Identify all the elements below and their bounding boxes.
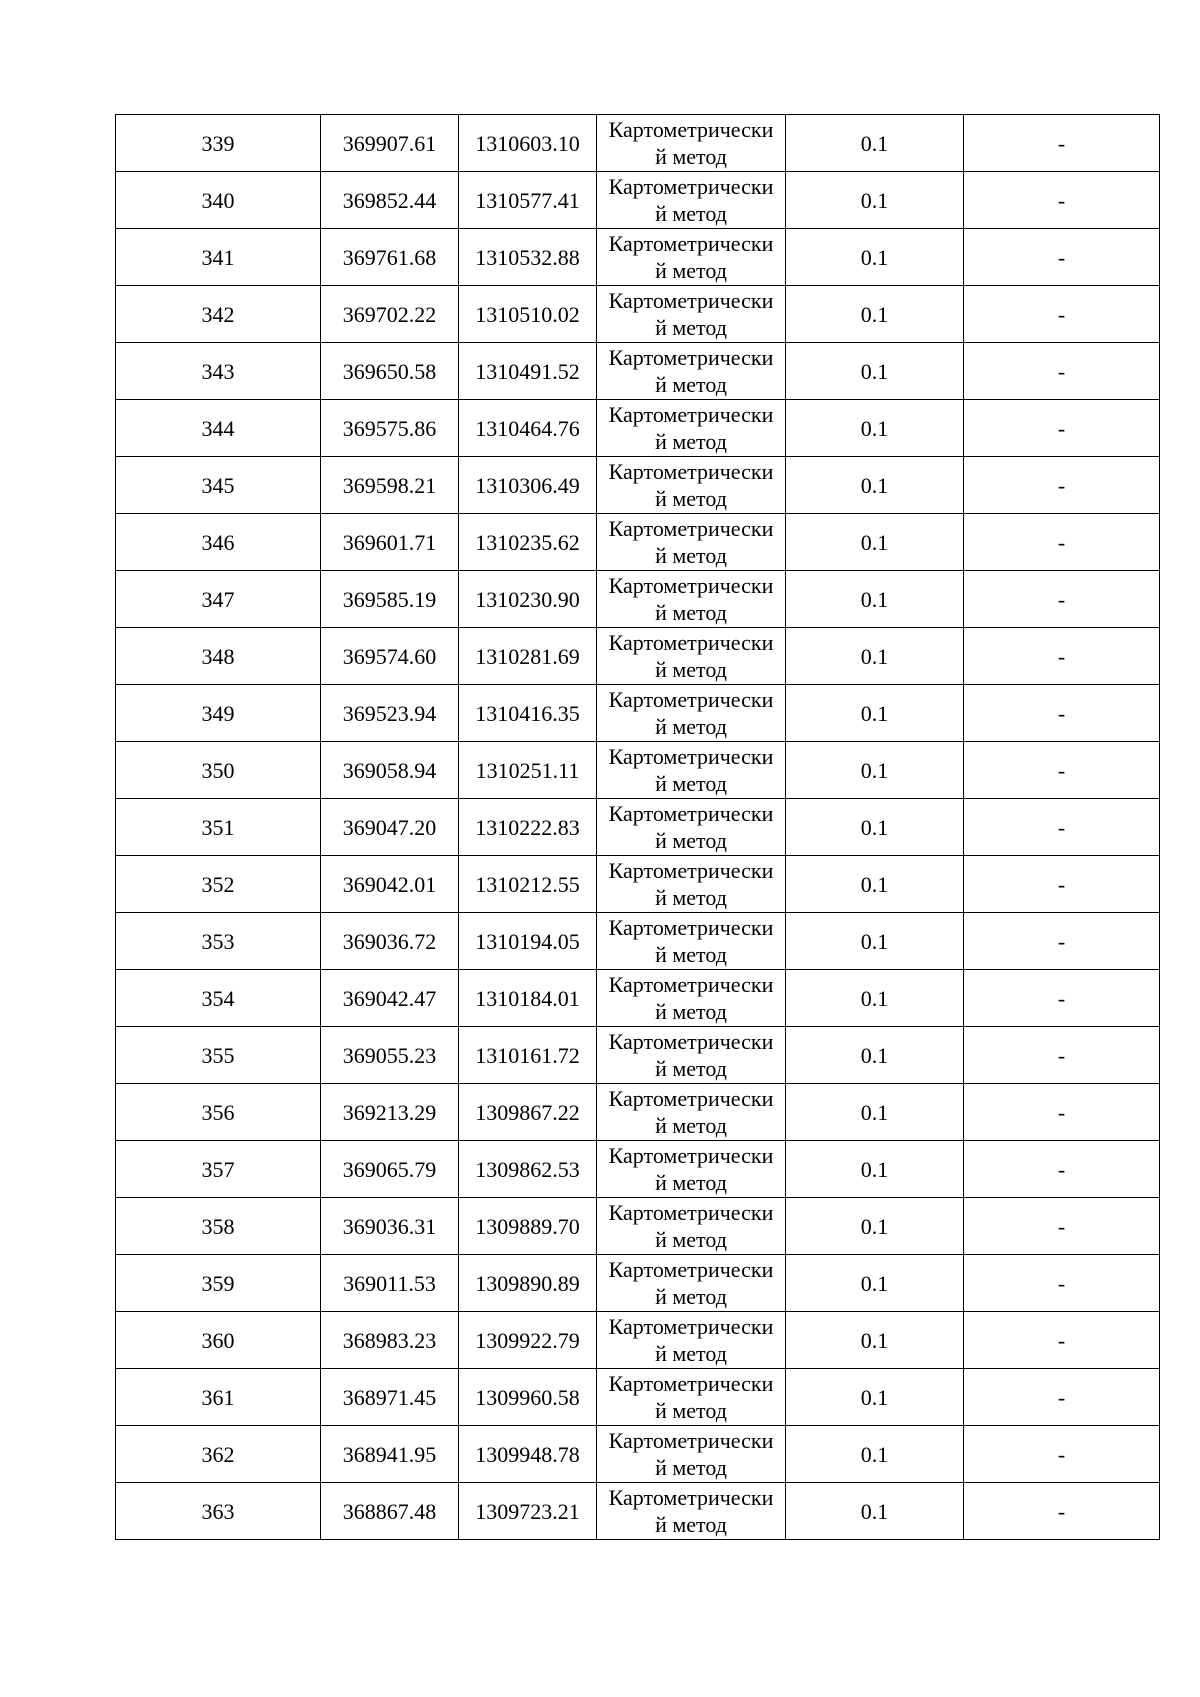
method-cell [597,1198,786,1255]
method-cell [597,1255,786,1312]
table-row [116,1426,1160,1483]
description-cell: - [964,172,1160,229]
method-cell [597,1483,786,1540]
method-text-line-2: й метод [655,258,727,283]
method-text-line-2: й метод [655,1170,727,1195]
table-row [116,913,1160,970]
y-coordinate-cell: 1309948.78 [459,1426,597,1483]
description-cell: - [964,1483,1160,1540]
x-coordinate-cell: 369042.47 [321,970,459,1027]
x-coordinate-cell: 368971.45 [321,1369,459,1426]
accuracy-cell: 0.1 [786,685,964,742]
method-text-line-1: Картометрически [608,516,774,541]
table-row [116,1255,1160,1312]
y-coordinate-cell: 1310194.05 [459,913,597,970]
point-number-cell: 340 [116,172,321,229]
y-coordinate-cell: 1310230.90 [459,571,597,628]
method-text-line-1: Картометрически [608,630,774,655]
point-number-cell: 347 [116,571,321,628]
method-text-line-1: Картометрически [608,1314,774,1339]
y-coordinate-cell: 1310603.10 [459,115,597,172]
method-text-line-2: й метод [655,999,727,1024]
point-number-cell: 354 [116,970,321,1027]
method-text-line-2: й метод [655,144,727,169]
method-cell [597,913,786,970]
description-cell: - [964,856,1160,913]
x-coordinate-cell: 369650.58 [321,343,459,400]
method-text-line-1: Картометрически [608,1143,774,1168]
point-number-cell: 356 [116,1084,321,1141]
table-row [116,229,1160,286]
table-row [116,172,1160,229]
method-text-line-1: Картометрически [608,801,774,826]
description-cell: - [964,457,1160,514]
table-row [116,1141,1160,1198]
point-number-cell: 349 [116,685,321,742]
table-row [116,685,1160,742]
method-text-line-1: Картометрически [608,687,774,712]
accuracy-cell: 0.1 [786,856,964,913]
method-cell [597,1141,786,1198]
description-cell: - [964,628,1160,685]
x-coordinate-cell: 369852.44 [321,172,459,229]
accuracy-cell: 0.1 [786,1483,964,1540]
y-coordinate-cell: 1310281.69 [459,628,597,685]
accuracy-cell: 0.1 [786,1027,964,1084]
point-number-cell: 355 [116,1027,321,1084]
method-cell [597,799,786,856]
table-row [116,571,1160,628]
method-text-line-2: й метод [655,600,727,625]
table-row [116,1027,1160,1084]
method-cell [597,115,786,172]
description-cell: - [964,742,1160,799]
point-number-cell: 346 [116,514,321,571]
table-row [116,343,1160,400]
method-text-line-1: Картометрически [608,1086,774,1111]
table-row [116,400,1160,457]
table-row [116,628,1160,685]
method-text-line-1: Картометрически [608,573,774,598]
x-coordinate-cell: 369011.53 [321,1255,459,1312]
accuracy-cell: 0.1 [786,514,964,571]
method-text-line-1: Картометрически [608,459,774,484]
method-cell [597,571,786,628]
x-coordinate-cell: 369036.31 [321,1198,459,1255]
method-cell [597,229,786,286]
point-number-cell: 344 [116,400,321,457]
description-cell: - [964,286,1160,343]
y-coordinate-cell: 1310184.01 [459,970,597,1027]
y-coordinate-cell: 1310577.41 [459,172,597,229]
description-cell: - [964,799,1160,856]
description-cell: - [964,1027,1160,1084]
point-number-cell: 342 [116,286,321,343]
description-cell: - [964,1312,1160,1369]
accuracy-cell: 0.1 [786,1198,964,1255]
accuracy-cell: 0.1 [786,400,964,457]
method-text-line-2: й метод [655,1227,727,1252]
y-coordinate-cell: 1310235.62 [459,514,597,571]
x-coordinate-cell: 369575.86 [321,400,459,457]
y-coordinate-cell: 1310491.52 [459,343,597,400]
method-text-line-1: Картометрически [608,744,774,769]
point-number-cell: 361 [116,1369,321,1426]
method-cell [597,457,786,514]
description-cell: - [964,115,1160,172]
accuracy-cell: 0.1 [786,1141,964,1198]
y-coordinate-cell: 1309862.53 [459,1141,597,1198]
description-cell: - [964,571,1160,628]
y-coordinate-cell: 1309867.22 [459,1084,597,1141]
description-cell: - [964,913,1160,970]
method-text-line-1: Картометрически [608,915,774,940]
method-text-line-1: Картометрически [608,858,774,883]
method-text-line-1: Картометрически [608,1485,774,1510]
y-coordinate-cell: 1310222.83 [459,799,597,856]
method-text-line-2: й метод [655,714,727,739]
table-row [116,115,1160,172]
method-text-line-1: Картометрически [608,1371,774,1396]
method-text-line-1: Картометрически [608,231,774,256]
accuracy-cell: 0.1 [786,1084,964,1141]
method-cell [597,970,786,1027]
y-coordinate-cell: 1310212.55 [459,856,597,913]
method-text-line-2: й метод [655,429,727,454]
method-text-line-2: й метод [655,315,727,340]
table-row [116,970,1160,1027]
y-coordinate-cell: 1309960.58 [459,1369,597,1426]
y-coordinate-cell: 1310306.49 [459,457,597,514]
method-cell [597,628,786,685]
accuracy-cell: 0.1 [786,229,964,286]
x-coordinate-cell: 369042.01 [321,856,459,913]
table-row [116,1369,1160,1426]
method-text-line-2: й метод [655,1113,727,1138]
method-text-line-2: й метод [655,771,727,796]
method-text-line-1: Картометрически [608,1428,774,1453]
table-row [116,514,1160,571]
method-cell [597,1312,786,1369]
description-cell: - [964,1198,1160,1255]
table-row [116,799,1160,856]
method-cell [597,514,786,571]
description-cell: - [964,229,1160,286]
description-cell: - [964,343,1160,400]
x-coordinate-cell: 369058.94 [321,742,459,799]
accuracy-cell: 0.1 [786,628,964,685]
table-row [116,1084,1160,1141]
x-coordinate-cell: 369601.71 [321,514,459,571]
description-cell: - [964,970,1160,1027]
method-cell [597,343,786,400]
method-text-line-2: й метод [655,1284,727,1309]
description-cell: - [964,1255,1160,1312]
x-coordinate-cell: 369702.22 [321,286,459,343]
description-cell: - [964,400,1160,457]
method-cell [597,286,786,343]
point-number-cell: 345 [116,457,321,514]
method-text-line-2: й метод [655,1512,727,1537]
table-row [116,1483,1160,1540]
accuracy-cell: 0.1 [786,457,964,514]
x-coordinate-cell: 369761.68 [321,229,459,286]
table-row [116,856,1160,913]
method-text-line-2: й метод [655,1056,727,1081]
y-coordinate-cell: 1309890.89 [459,1255,597,1312]
accuracy-cell: 0.1 [786,1255,964,1312]
method-text-line-1: Картометрически [608,972,774,997]
accuracy-cell: 0.1 [786,970,964,1027]
method-text-line-2: й метод [655,1455,727,1480]
point-number-cell: 357 [116,1141,321,1198]
y-coordinate-cell: 1310251.11 [459,742,597,799]
point-number-cell: 351 [116,799,321,856]
y-coordinate-cell: 1309723.21 [459,1483,597,1540]
accuracy-cell: 0.1 [786,172,964,229]
y-coordinate-cell: 1310464.76 [459,400,597,457]
accuracy-cell: 0.1 [786,1312,964,1369]
accuracy-cell: 0.1 [786,1369,964,1426]
point-number-cell: 360 [116,1312,321,1369]
method-text-line-2: й метод [655,828,727,853]
method-cell [597,1426,786,1483]
method-cell [597,1027,786,1084]
coordinates-table [115,114,1160,1540]
method-text-line-2: й метод [655,1341,727,1366]
method-cell [597,1369,786,1426]
y-coordinate-cell: 1309922.79 [459,1312,597,1369]
point-number-cell: 343 [116,343,321,400]
y-coordinate-cell: 1310161.72 [459,1027,597,1084]
method-text-line-2: й метод [655,201,727,226]
method-text-line-1: Картометрически [608,288,774,313]
x-coordinate-cell: 369523.94 [321,685,459,742]
coordinates-table-body [116,115,1160,1540]
accuracy-cell: 0.1 [786,1426,964,1483]
method-text-line-2: й метод [655,1398,727,1423]
method-text-line-2: й метод [655,657,727,682]
point-number-cell: 353 [116,913,321,970]
method-text-line-2: й метод [655,942,727,967]
table-row [116,1198,1160,1255]
method-text-line-2: й метод [655,486,727,511]
x-coordinate-cell: 369036.72 [321,913,459,970]
method-cell [597,742,786,799]
method-text-line-1: Картометрически [608,1200,774,1225]
description-cell: - [964,514,1160,571]
point-number-cell: 348 [116,628,321,685]
y-coordinate-cell: 1309889.70 [459,1198,597,1255]
method-text-line-1: Картометрически [608,345,774,370]
point-number-cell: 359 [116,1255,321,1312]
method-text-line-1: Картометрически [608,117,774,142]
method-text-line-1: Картометрически [608,174,774,199]
table-row [116,742,1160,799]
method-cell [597,400,786,457]
accuracy-cell: 0.1 [786,343,964,400]
accuracy-cell: 0.1 [786,571,964,628]
x-coordinate-cell: 368867.48 [321,1483,459,1540]
method-text-line-2: й метод [655,885,727,910]
x-coordinate-cell: 369907.61 [321,115,459,172]
x-coordinate-cell: 369047.20 [321,799,459,856]
table-row [116,457,1160,514]
method-cell [597,856,786,913]
point-number-cell: 350 [116,742,321,799]
x-coordinate-cell: 369574.60 [321,628,459,685]
description-cell: - [964,1141,1160,1198]
accuracy-cell: 0.1 [786,115,964,172]
point-number-cell: 341 [116,229,321,286]
y-coordinate-cell: 1310510.02 [459,286,597,343]
method-text-line-1: Картометрически [608,1257,774,1282]
method-text-line-1: Картометрически [608,1029,774,1054]
description-cell: - [964,1084,1160,1141]
method-cell [597,685,786,742]
point-number-cell: 352 [116,856,321,913]
table-row [116,1312,1160,1369]
method-text-line-2: й метод [655,372,727,397]
method-text-line-1: Картометрически [608,402,774,427]
point-number-cell: 339 [116,115,321,172]
description-cell: - [964,1426,1160,1483]
y-coordinate-cell: 1310416.35 [459,685,597,742]
point-number-cell: 358 [116,1198,321,1255]
x-coordinate-cell: 369213.29 [321,1084,459,1141]
method-text-line-2: й метод [655,543,727,568]
point-number-cell: 363 [116,1483,321,1540]
accuracy-cell: 0.1 [786,913,964,970]
description-cell: - [964,685,1160,742]
point-number-cell: 362 [116,1426,321,1483]
y-coordinate-cell: 1310532.88 [459,229,597,286]
x-coordinate-cell: 368983.23 [321,1312,459,1369]
accuracy-cell: 0.1 [786,799,964,856]
x-coordinate-cell: 369065.79 [321,1141,459,1198]
x-coordinate-cell: 369585.19 [321,571,459,628]
x-coordinate-cell: 368941.95 [321,1426,459,1483]
table-row [116,286,1160,343]
method-cell [597,1084,786,1141]
accuracy-cell: 0.1 [786,742,964,799]
method-cell [597,172,786,229]
x-coordinate-cell: 369598.21 [321,457,459,514]
accuracy-cell: 0.1 [786,286,964,343]
description-cell: - [964,1369,1160,1426]
x-coordinate-cell: 369055.23 [321,1027,459,1084]
